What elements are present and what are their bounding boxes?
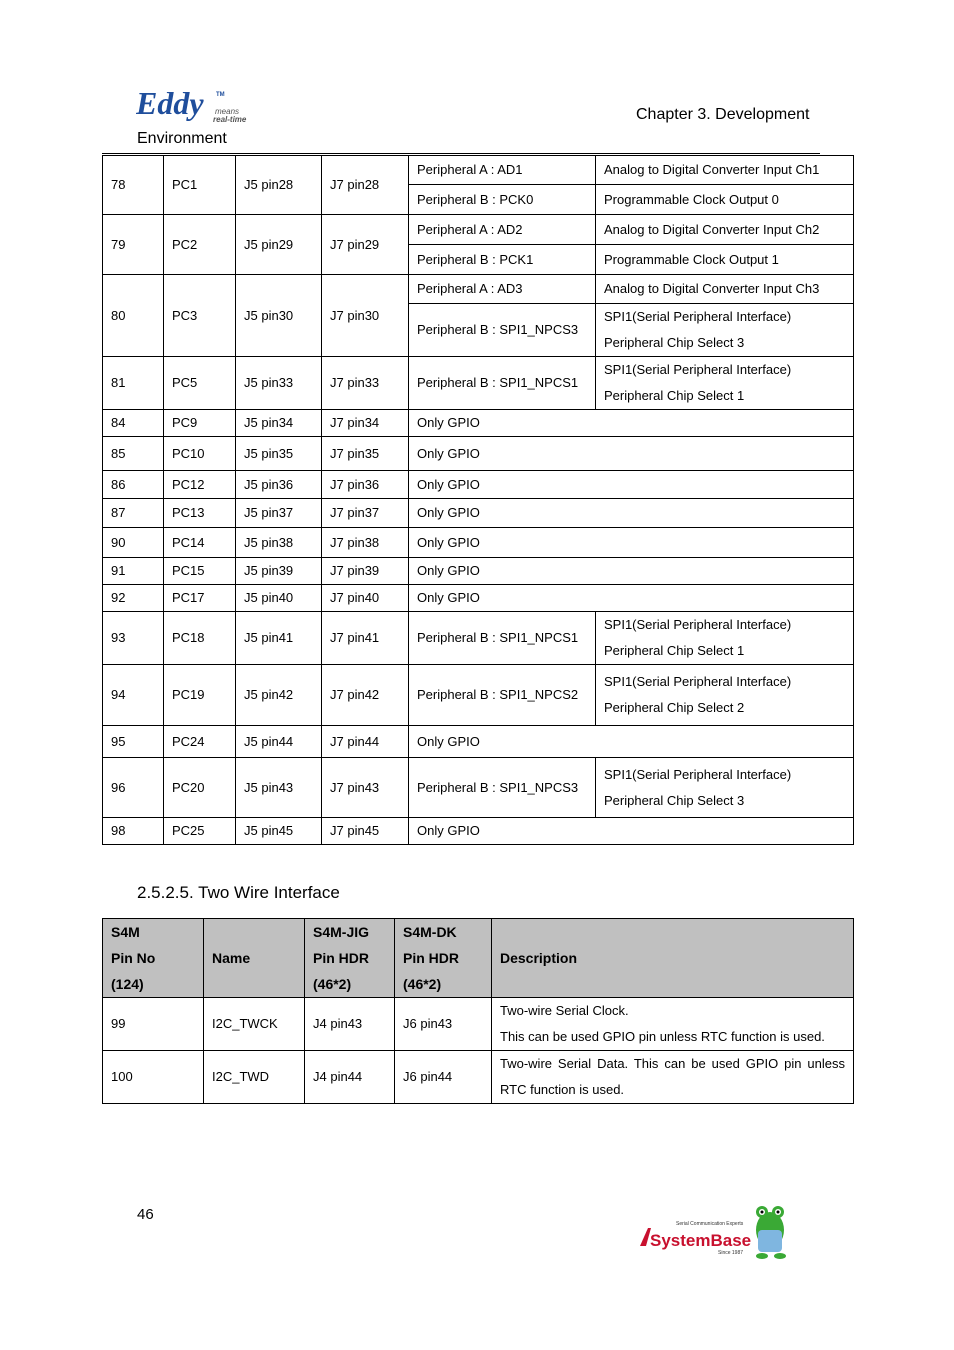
col-dk-hdr-header-text: Pin HDR bbox=[403, 950, 459, 966]
port-pin bbox=[164, 758, 236, 818]
table-row bbox=[103, 156, 854, 185]
function-description bbox=[409, 528, 854, 558]
header-rule bbox=[102, 153, 820, 154]
jig-pin bbox=[305, 1051, 395, 1104]
function-description-text: SPI1(Serial Peripheral Interface) bbox=[604, 309, 792, 324]
svg-text:SystemBase: SystemBase bbox=[650, 1231, 752, 1250]
port-pin bbox=[164, 665, 236, 726]
function-description-text: Only GPIO bbox=[417, 823, 480, 838]
pin-number bbox=[103, 528, 164, 558]
j5-pin-text: J5 pin43 bbox=[244, 779, 294, 795]
pin-number bbox=[103, 665, 164, 726]
function-description-text: Only GPIO bbox=[417, 476, 480, 492]
pin-number bbox=[103, 156, 164, 215]
j5-pin-text: J5 pin35 bbox=[244, 445, 294, 461]
twi-table bbox=[102, 918, 854, 1104]
function-description-text: Only GPIO bbox=[417, 733, 480, 749]
signal-name-text: I2C_TWCK bbox=[212, 1016, 278, 1031]
j5-pin-text: J5 pin44 bbox=[244, 733, 294, 749]
port-pin bbox=[164, 156, 236, 215]
function-description bbox=[409, 585, 854, 612]
j5-pin bbox=[236, 275, 322, 357]
jig-pin-text: J4 pin44 bbox=[313, 1069, 363, 1084]
j7-pin bbox=[322, 357, 409, 410]
svg-text:means: means bbox=[215, 107, 240, 116]
peripheral-function-text: Peripheral B : SPI1_NPCS1 bbox=[417, 375, 579, 390]
port-pin bbox=[164, 215, 236, 275]
jig-pin bbox=[305, 998, 395, 1051]
j7-pin-text: J7 pin35 bbox=[330, 445, 380, 461]
port-pin-text: PC13 bbox=[172, 505, 205, 520]
j5-pin bbox=[236, 215, 322, 275]
j5-pin bbox=[236, 528, 322, 558]
pin-number bbox=[103, 357, 164, 410]
j5-pin bbox=[236, 156, 322, 215]
j5-pin-text: J5 pin29 bbox=[244, 236, 294, 252]
function-description bbox=[596, 665, 854, 726]
pin-number-text: 79 bbox=[111, 236, 126, 252]
j5-pin-text: J5 pin28 bbox=[244, 177, 294, 192]
col-name-header bbox=[204, 919, 305, 998]
port-pin-text: PC25 bbox=[172, 823, 205, 838]
j7-pin-text: J7 pin39 bbox=[330, 563, 380, 578]
col-dk-hdr-header-text: S4M-DK bbox=[403, 924, 457, 940]
peripheral-function-text: Peripheral A : AD2 bbox=[417, 221, 523, 237]
jig-pin-text: J4 pin43 bbox=[313, 1016, 363, 1031]
peripheral-function bbox=[409, 758, 596, 818]
function-description-text: Peripheral Chip Select 3 bbox=[604, 792, 745, 808]
dk-pin bbox=[395, 1051, 492, 1104]
pin-number-text: 80 bbox=[111, 307, 126, 323]
table-row bbox=[103, 818, 854, 845]
j7-pin-text: J7 pin43 bbox=[330, 779, 380, 795]
port-pin-text: PC14 bbox=[172, 534, 205, 550]
function-description-text: Only GPIO bbox=[417, 445, 480, 461]
signal-description bbox=[492, 998, 854, 1051]
j7-pin bbox=[322, 726, 409, 758]
function-description bbox=[596, 156, 854, 185]
j7-pin bbox=[322, 215, 409, 275]
peripheral-function bbox=[409, 612, 596, 665]
pin-number-text: 84 bbox=[111, 415, 126, 430]
j5-pin-text: J5 pin36 bbox=[244, 476, 294, 492]
chapter-heading-continued: Environment bbox=[137, 130, 227, 147]
pin-number-text: 98 bbox=[111, 823, 126, 838]
function-description bbox=[409, 818, 854, 845]
table-row bbox=[103, 665, 854, 726]
pin-number bbox=[103, 1051, 204, 1104]
col-pin-no-header-text: (124) bbox=[111, 976, 144, 992]
j5-pin-text: J5 pin37 bbox=[244, 505, 294, 520]
pin-number-text: 93 bbox=[111, 630, 126, 645]
function-description-text: Programmable Clock Output 0 bbox=[604, 191, 779, 207]
j5-pin-text: J5 pin38 bbox=[244, 534, 294, 550]
j5-pin-text: J5 pin39 bbox=[244, 563, 294, 578]
function-description bbox=[409, 410, 854, 437]
j7-pin-text: J7 pin37 bbox=[330, 505, 380, 520]
j7-pin bbox=[322, 665, 409, 726]
table-row bbox=[103, 726, 854, 758]
table-row bbox=[103, 998, 854, 1051]
pin-number-text: 92 bbox=[111, 590, 126, 605]
port-pin bbox=[164, 499, 236, 528]
col-jig-hdr-header-text: (46*2) bbox=[313, 976, 352, 992]
systembase-logo bbox=[638, 1200, 794, 1262]
signal-description-text: This can be used GPIO pin unless RTC function is used. bbox=[500, 1029, 825, 1044]
signal-name bbox=[204, 1051, 305, 1104]
signal-description-text: Two-wire Serial Clock. bbox=[500, 1003, 629, 1018]
svg-text:TM: TM bbox=[216, 92, 225, 98]
peripheral-function bbox=[409, 215, 596, 245]
function-description-text: Analog to Digital Converter Input Ch1 bbox=[604, 162, 820, 177]
function-description bbox=[409, 726, 854, 758]
j7-pin-text: J7 pin36 bbox=[330, 476, 380, 492]
port-pin bbox=[164, 471, 236, 499]
pin-number-text: 96 bbox=[111, 779, 126, 795]
port-pin bbox=[164, 726, 236, 758]
col-jig-hdr-header-text: S4M-JIG bbox=[313, 924, 370, 940]
peripheral-function-text: Peripheral B : SPI1_NPCS2 bbox=[417, 687, 579, 702]
pin-number-text: 90 bbox=[111, 534, 126, 550]
table-row bbox=[103, 758, 854, 818]
col-pin-no-header bbox=[103, 919, 204, 998]
peripheral-function bbox=[409, 245, 596, 275]
dk-pin bbox=[395, 998, 492, 1051]
j7-pin-text: J7 pin34 bbox=[330, 415, 380, 430]
function-description bbox=[409, 437, 854, 471]
function-description-text: Analog to Digital Converter Input Ch2 bbox=[604, 221, 820, 237]
pin-number-text: 81 bbox=[111, 375, 126, 390]
port-pin bbox=[164, 585, 236, 612]
peripheral-function bbox=[409, 185, 596, 215]
table-row bbox=[103, 410, 854, 437]
function-description bbox=[409, 471, 854, 499]
table-row bbox=[103, 275, 854, 304]
port-pin-text: PC3 bbox=[172, 307, 198, 323]
pin-number-text: 78 bbox=[111, 177, 126, 192]
j5-pin bbox=[236, 585, 322, 612]
port-pin bbox=[164, 437, 236, 471]
j7-pin bbox=[322, 585, 409, 612]
j7-pin bbox=[322, 410, 409, 437]
svg-text:Since 1987: Since 1987 bbox=[718, 1250, 744, 1256]
signal-description-text: Two-wire Serial Data. This can be used GPIO pin unless RTC function is used. bbox=[500, 1056, 845, 1097]
function-description bbox=[596, 304, 854, 357]
j5-pin bbox=[236, 818, 322, 845]
table-row bbox=[103, 215, 854, 245]
port-pin-text: PC20 bbox=[172, 779, 205, 795]
j7-pin-text: J7 pin28 bbox=[330, 177, 380, 192]
col-name-header-text: Name bbox=[212, 950, 251, 966]
j7-pin-text: J7 pin29 bbox=[330, 236, 380, 252]
col-jig-hdr-header-text: Pin HDR bbox=[313, 950, 369, 966]
col-description-header bbox=[492, 919, 854, 998]
function-description bbox=[409, 499, 854, 528]
pin-number bbox=[103, 410, 164, 437]
j7-pin bbox=[322, 612, 409, 665]
port-pin-text: PC2 bbox=[172, 236, 198, 252]
port-pin-text: PC18 bbox=[172, 630, 205, 645]
dk-pin-text: J6 pin44 bbox=[403, 1069, 453, 1084]
pin-number bbox=[103, 612, 164, 665]
function-description-text: Peripheral Chip Select 3 bbox=[604, 335, 745, 350]
j5-pin bbox=[236, 612, 322, 665]
j7-pin-text: J7 pin45 bbox=[330, 823, 380, 838]
peripheral-function bbox=[409, 275, 596, 304]
port-pin bbox=[164, 818, 236, 845]
j5-pin bbox=[236, 471, 322, 499]
j7-pin bbox=[322, 818, 409, 845]
port-pin bbox=[164, 528, 236, 558]
pin-number-text: 99 bbox=[111, 1016, 126, 1031]
col-pin-no-header-text: S4M bbox=[111, 924, 140, 940]
peripheral-function-text: Peripheral B : PCK0 bbox=[417, 191, 534, 207]
pin-table bbox=[102, 155, 854, 845]
peripheral-function bbox=[409, 357, 596, 410]
j7-pin bbox=[322, 156, 409, 215]
function-description bbox=[596, 612, 854, 665]
col-jig-hdr-header bbox=[305, 919, 395, 998]
j7-pin-text: J7 pin38 bbox=[330, 534, 380, 550]
function-description-text: Only GPIO bbox=[417, 590, 480, 605]
j7-pin bbox=[322, 275, 409, 357]
j7-pin-text: J7 pin41 bbox=[330, 630, 380, 645]
j5-pin-text: J5 pin30 bbox=[244, 307, 294, 323]
port-pin-text: PC12 bbox=[172, 476, 205, 492]
chapter-heading: Chapter 3. Development bbox=[636, 106, 810, 123]
j5-pin bbox=[236, 437, 322, 471]
svg-text:real-time: real-time bbox=[213, 115, 247, 124]
j5-pin bbox=[236, 758, 322, 818]
port-pin-text: PC10 bbox=[172, 445, 205, 461]
function-description-text: Only GPIO bbox=[417, 415, 480, 430]
port-pin-text: PC1 bbox=[172, 177, 198, 192]
j7-pin-text: J7 pin33 bbox=[330, 375, 380, 390]
j5-pin-text: J5 pin33 bbox=[244, 375, 294, 390]
pin-number-text: 85 bbox=[111, 445, 126, 461]
function-description bbox=[596, 758, 854, 818]
function-description-text: SPI1(Serial Peripheral Interface) bbox=[604, 362, 792, 377]
function-description-text: SPI1(Serial Peripheral Interface) bbox=[604, 674, 792, 689]
pin-number bbox=[103, 585, 164, 612]
peripheral-function-text: Peripheral A : AD3 bbox=[417, 281, 523, 296]
j7-pin-text: J7 pin30 bbox=[330, 307, 380, 323]
j5-pin-text: J5 pin45 bbox=[244, 823, 294, 838]
function-description-text: Programmable Clock Output 1 bbox=[604, 251, 779, 267]
pin-number bbox=[103, 275, 164, 357]
signal-name-text: I2C_TWD bbox=[212, 1069, 270, 1084]
pin-number bbox=[103, 437, 164, 471]
function-description-text: Analog to Digital Converter Input Ch3 bbox=[604, 281, 820, 296]
j5-pin bbox=[236, 558, 322, 585]
peripheral-function-text: Peripheral A : AD1 bbox=[417, 162, 523, 177]
j5-pin-text: J5 pin34 bbox=[244, 415, 294, 430]
j7-pin bbox=[322, 437, 409, 471]
eddy-logo bbox=[136, 84, 266, 124]
peripheral-function bbox=[409, 665, 596, 726]
j7-pin-text: J7 pin42 bbox=[330, 687, 380, 702]
table-row bbox=[103, 585, 854, 612]
j7-pin bbox=[322, 528, 409, 558]
peripheral-function-text: Peripheral B : SPI1_NPCS1 bbox=[417, 630, 579, 645]
table-row bbox=[103, 499, 854, 528]
j5-pin-text: J5 pin40 bbox=[244, 590, 294, 605]
pin-number-text: 91 bbox=[111, 563, 126, 578]
j5-pin bbox=[236, 357, 322, 410]
function-description-text: Peripheral Chip Select 1 bbox=[604, 388, 745, 403]
function-description bbox=[596, 357, 854, 410]
peripheral-function bbox=[409, 156, 596, 185]
port-pin-text: PC15 bbox=[172, 563, 205, 578]
j7-pin bbox=[322, 758, 409, 818]
pin-number-text: 95 bbox=[111, 733, 126, 749]
function-description-text: Only GPIO bbox=[417, 563, 480, 578]
function-description-text: Only GPIO bbox=[417, 534, 480, 550]
function-description bbox=[409, 558, 854, 585]
function-description-text: Peripheral Chip Select 2 bbox=[604, 700, 745, 715]
peripheral-function-text: Peripheral B : PCK1 bbox=[417, 251, 534, 267]
svg-text:Serial Communication Experts: Serial Communication Experts bbox=[676, 1221, 744, 1227]
function-description-text: SPI1(Serial Peripheral Interface) bbox=[604, 766, 792, 782]
col-description-header-text: Description bbox=[500, 950, 578, 966]
function-description-text: SPI1(Serial Peripheral Interface) bbox=[604, 617, 792, 632]
pin-number-text: 87 bbox=[111, 505, 126, 520]
function-description bbox=[596, 215, 854, 245]
pin-number bbox=[103, 499, 164, 528]
pin-number bbox=[103, 558, 164, 585]
port-pin-text: PC5 bbox=[172, 375, 198, 390]
pin-number-text: 86 bbox=[111, 476, 126, 492]
function-description bbox=[596, 275, 854, 304]
table-row bbox=[103, 357, 854, 410]
j5-pin bbox=[236, 499, 322, 528]
function-description bbox=[596, 245, 854, 275]
port-pin-text: PC19 bbox=[172, 687, 205, 702]
pin-number bbox=[103, 818, 164, 845]
col-dk-hdr-header-text: (46*2) bbox=[403, 976, 442, 992]
table-row bbox=[103, 1051, 854, 1104]
j7-pin bbox=[322, 558, 409, 585]
col-pin-no-header-text: Pin No bbox=[111, 950, 156, 966]
table-row bbox=[103, 437, 854, 471]
function-description-text: Only GPIO bbox=[417, 505, 480, 520]
page-number: 46 bbox=[137, 1206, 154, 1223]
pin-number bbox=[103, 726, 164, 758]
table-row bbox=[103, 528, 854, 558]
port-pin bbox=[164, 612, 236, 665]
port-pin bbox=[164, 410, 236, 437]
peripheral-function-text: Peripheral B : SPI1_NPCS3 bbox=[417, 779, 579, 795]
signal-name bbox=[204, 998, 305, 1051]
j5-pin-text: J5 pin41 bbox=[244, 630, 294, 645]
port-pin bbox=[164, 558, 236, 585]
twi-header-row bbox=[103, 919, 854, 998]
pin-number bbox=[103, 215, 164, 275]
port-pin-text: PC9 bbox=[172, 415, 198, 430]
port-pin bbox=[164, 357, 236, 410]
j5-pin bbox=[236, 410, 322, 437]
svg-text:Eddy: Eddy bbox=[136, 85, 204, 121]
j7-pin-text: J7 pin40 bbox=[330, 590, 380, 605]
port-pin bbox=[164, 275, 236, 357]
j5-pin bbox=[236, 726, 322, 758]
peripheral-function bbox=[409, 304, 596, 357]
j7-pin bbox=[322, 499, 409, 528]
pin-number bbox=[103, 471, 164, 499]
signal-description bbox=[492, 1051, 854, 1104]
function-description-text: Peripheral Chip Select 1 bbox=[604, 643, 745, 658]
j7-pin bbox=[322, 471, 409, 499]
j7-pin-text: J7 pin44 bbox=[330, 733, 380, 749]
function-description bbox=[596, 185, 854, 215]
pin-number-text: 94 bbox=[111, 687, 126, 702]
col-dk-hdr-header bbox=[395, 919, 492, 998]
pin-number-text: 100 bbox=[111, 1069, 133, 1084]
dk-pin-text: J6 pin43 bbox=[403, 1016, 453, 1031]
j5-pin-text: J5 pin42 bbox=[244, 687, 294, 702]
table-row bbox=[103, 558, 854, 585]
pin-number bbox=[103, 758, 164, 818]
j5-pin bbox=[236, 665, 322, 726]
table-row bbox=[103, 471, 854, 499]
pin-number bbox=[103, 998, 204, 1051]
table-row bbox=[103, 612, 854, 665]
peripheral-function-text: Peripheral B : SPI1_NPCS3 bbox=[417, 322, 579, 337]
port-pin-text: PC17 bbox=[172, 590, 205, 605]
section-title: 2.5.2.5. Two Wire Interface bbox=[137, 883, 340, 902]
port-pin-text: PC24 bbox=[172, 733, 205, 749]
